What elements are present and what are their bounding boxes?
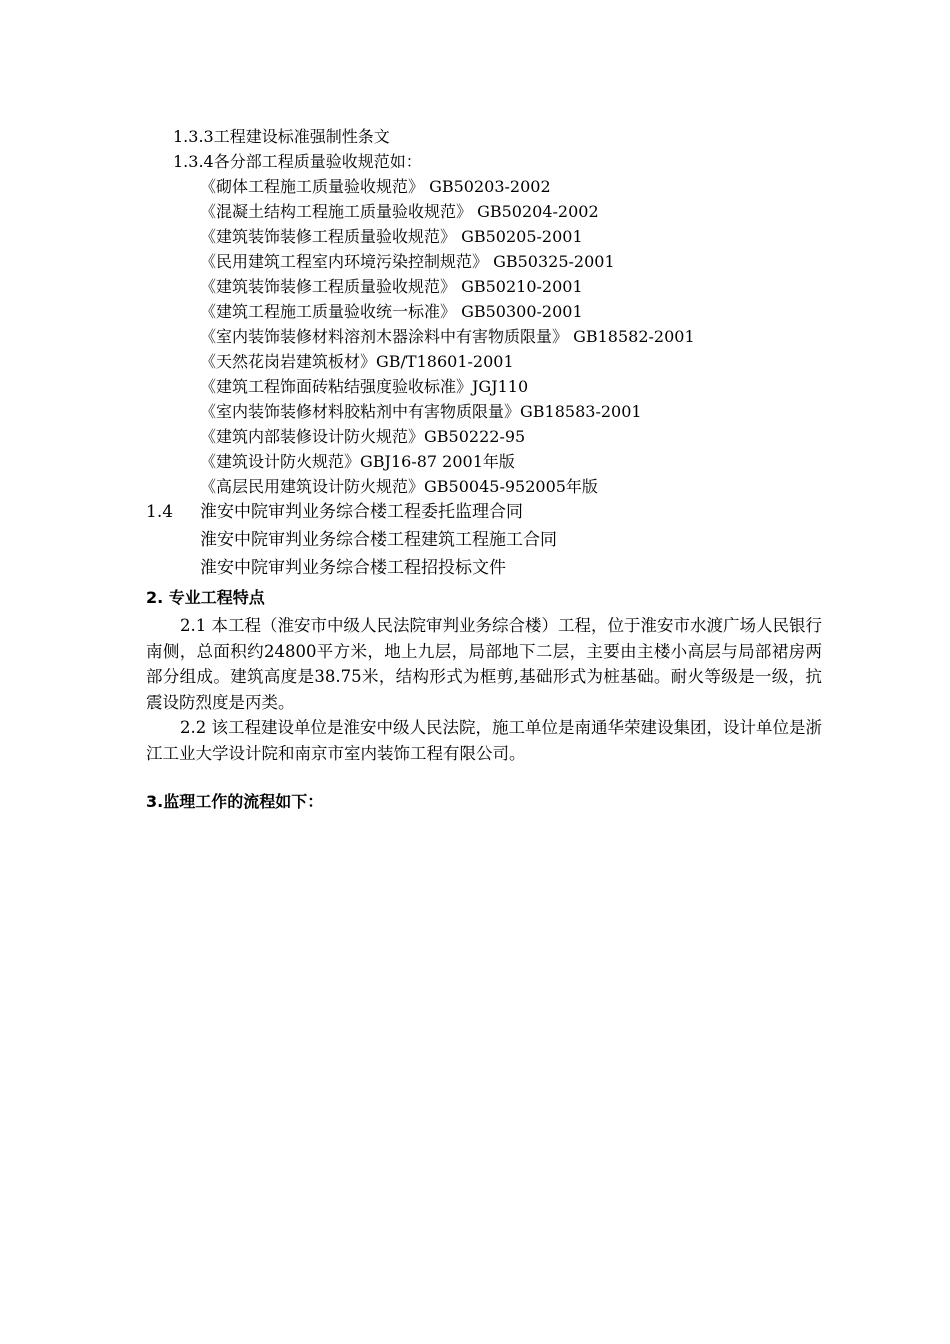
section-3-heading: 3.监理工作的流程如下： bbox=[146, 792, 324, 811]
standard-item: 《建筑工程饰面砖粘结强度验收标准》JGJ110 bbox=[200, 377, 529, 396]
item-1-3-3: 1.3.3工程建设标准强制性条文 bbox=[173, 127, 390, 146]
standard-item: 《室内装饰装修材料溶剂木器涂料中有害物质限量》 GB18582-2001 bbox=[200, 327, 695, 346]
contract-document: 淮安中院审判业务综合楼工程委托监理合同 bbox=[200, 502, 523, 522]
contract-document: 淮安中院审判业务综合楼工程招投标文件 bbox=[200, 558, 506, 578]
section-2-heading: 2. 专业工程特点 bbox=[146, 588, 265, 607]
standard-item: 《高层民用建筑设计防火规范》GB50045-952005年版 bbox=[200, 477, 598, 496]
standard-item: 《天然花岗岩建筑板材》GB/T18601-2001 bbox=[200, 352, 514, 371]
standard-item: 《砌体工程施工质量验收规范》 GB50203-2002 bbox=[200, 177, 551, 196]
item-1-4-number: 1.4 bbox=[146, 502, 174, 522]
paragraph-2-2: 2.2 该工程建设单位是淮安中级人民法院，施工单位是南通华荣建设集团，设计单位是浙江工业大学设计院和南京市室内装饰工程有限公司。 bbox=[146, 718, 822, 763]
contract-document: 淮安中院审判业务综合楼工程建筑工程施工合同 bbox=[200, 530, 557, 550]
paragraph-2-1: 2.1 本工程（淮安市中级人民法院审判业务综合楼）工程，位于淮安市水渡广场人民银行南侧，总面积约24800平方米，地上九层，局部地下二层，主要由主楼小高层与局部裙房两部分组成。建筑高度是38.75米，结构形式为框剪,基础形式为桩基础。耐火等级是一级，抗震设防烈度是丙类。 bbox=[146, 616, 822, 712]
item-1-4 bbox=[146, 500, 523, 524]
standard-item: 《建筑设计防火规范》GBJ16-87 2001年版 bbox=[200, 452, 515, 471]
standard-item: 《室内装饰装修材料胶粘剂中有害物质限量》GB18583-2001 bbox=[200, 402, 642, 421]
standard-item: 《建筑装饰装修工程质量验收规范》 GB50210-2001 bbox=[200, 277, 583, 296]
standard-item: 《民用建筑工程室内环境污染控制规范》 GB50325-2001 bbox=[200, 252, 615, 271]
standard-item: 《混凝土结构工程施工质量验收规范》 GB50204-2002 bbox=[200, 202, 599, 221]
standard-item: 《建筑内部装修设计防火规范》GB50222-95 bbox=[200, 427, 526, 446]
standard-item: 《建筑工程施工质量验收统一标准》 GB50300-2001 bbox=[200, 302, 583, 321]
item-1-3-4: 1.3.4各分部工程质量验收规范如： bbox=[173, 152, 422, 171]
standard-item: 《建筑装饰装修工程质量验收规范》 GB50205-2001 bbox=[200, 227, 583, 246]
